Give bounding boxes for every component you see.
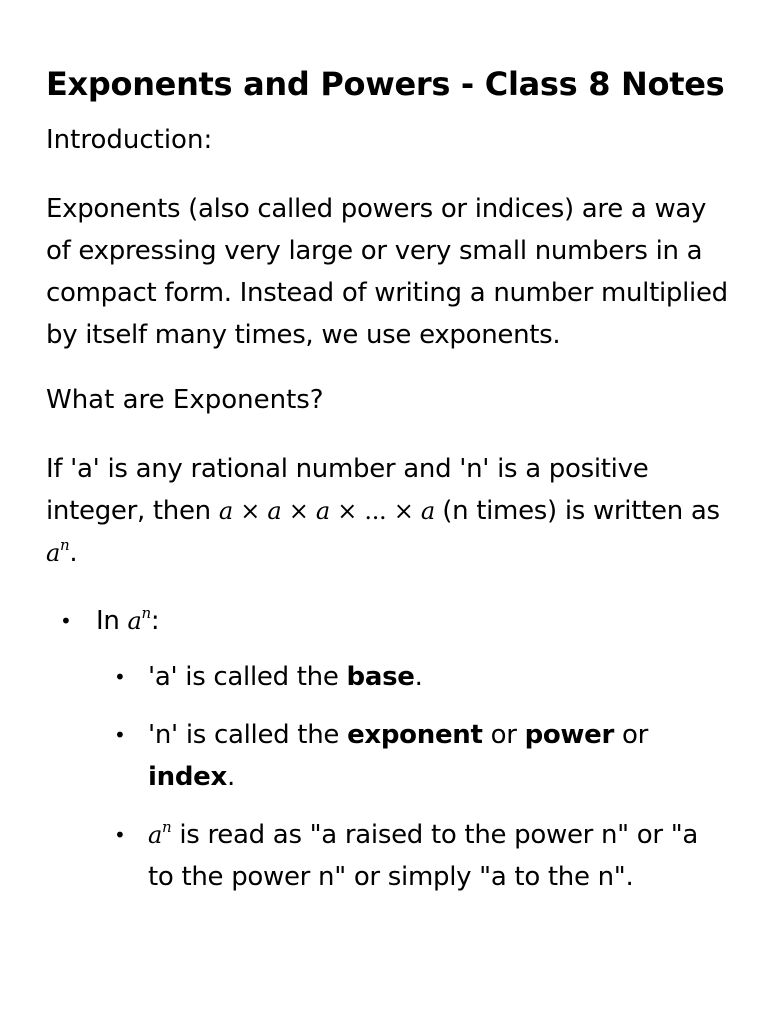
power-expression (127, 604, 151, 635)
section-heading-introduction: Introduction: (46, 125, 213, 155)
product-term: a (218, 497, 233, 525)
list-item-exponent (148, 714, 728, 798)
list-item-base (148, 656, 728, 698)
exponent-parts-sublist (96, 656, 728, 898)
definition-text-middle: (n times) is written as (442, 496, 720, 526)
base-variable: a (148, 821, 163, 849)
list-item-text: or (490, 720, 517, 750)
ellipsis: ... (364, 497, 387, 525)
section-heading-what-are-exponents: What are Exponents? (46, 385, 324, 415)
power-expression (148, 818, 172, 849)
list-item-reading (148, 814, 728, 898)
list-item-text: or (621, 720, 648, 750)
product-term: a (315, 497, 330, 525)
product-expression (219, 497, 442, 525)
intro-paragraph: Exponents (also called powers or indices) are a way of expressing very large or very small numbers in a compact form. Instead of writing a number multiplied by itself many times, we use exponents. (46, 194, 728, 350)
page-title: Exponents and Powers - Class 8 Notes (46, 65, 725, 103)
times-sign: × (337, 497, 358, 525)
list-item-text: 'a' is called the (148, 662, 339, 692)
list-item-text: 'n' is called the (148, 720, 340, 750)
definition-paragraph (46, 448, 728, 574)
product-term: a (267, 497, 282, 525)
times-sign: × (393, 497, 414, 525)
list-item-text: . (226, 762, 235, 792)
list-item (96, 600, 728, 898)
exponent-variable: n (60, 536, 70, 554)
product-term: a (420, 497, 435, 525)
exponent-variable: n (162, 818, 172, 836)
times-sign: × (240, 497, 260, 525)
list-item-text: . (414, 662, 423, 692)
list-item-suffix: : (150, 606, 160, 636)
times-sign: × (288, 497, 309, 525)
term-exponent: exponent (347, 720, 483, 750)
term-power: power (524, 720, 615, 750)
term-base: base (346, 662, 415, 692)
definition-text-end: . (69, 538, 78, 568)
power-expression (46, 536, 70, 567)
list-item-prefix: In (96, 606, 120, 636)
list-item-text: is read as "a raised to the power n" or "a to the power n" or simply "a to the n". (148, 820, 699, 892)
term-index: index (148, 762, 227, 792)
exponent-parts-list (46, 600, 728, 898)
exponent-variable: n (141, 604, 151, 622)
base-variable: a (46, 539, 61, 567)
definition-text-prefix: If 'a' is any rational number and 'n' is a positive integer, then (46, 454, 649, 526)
base-variable: a (127, 607, 142, 635)
